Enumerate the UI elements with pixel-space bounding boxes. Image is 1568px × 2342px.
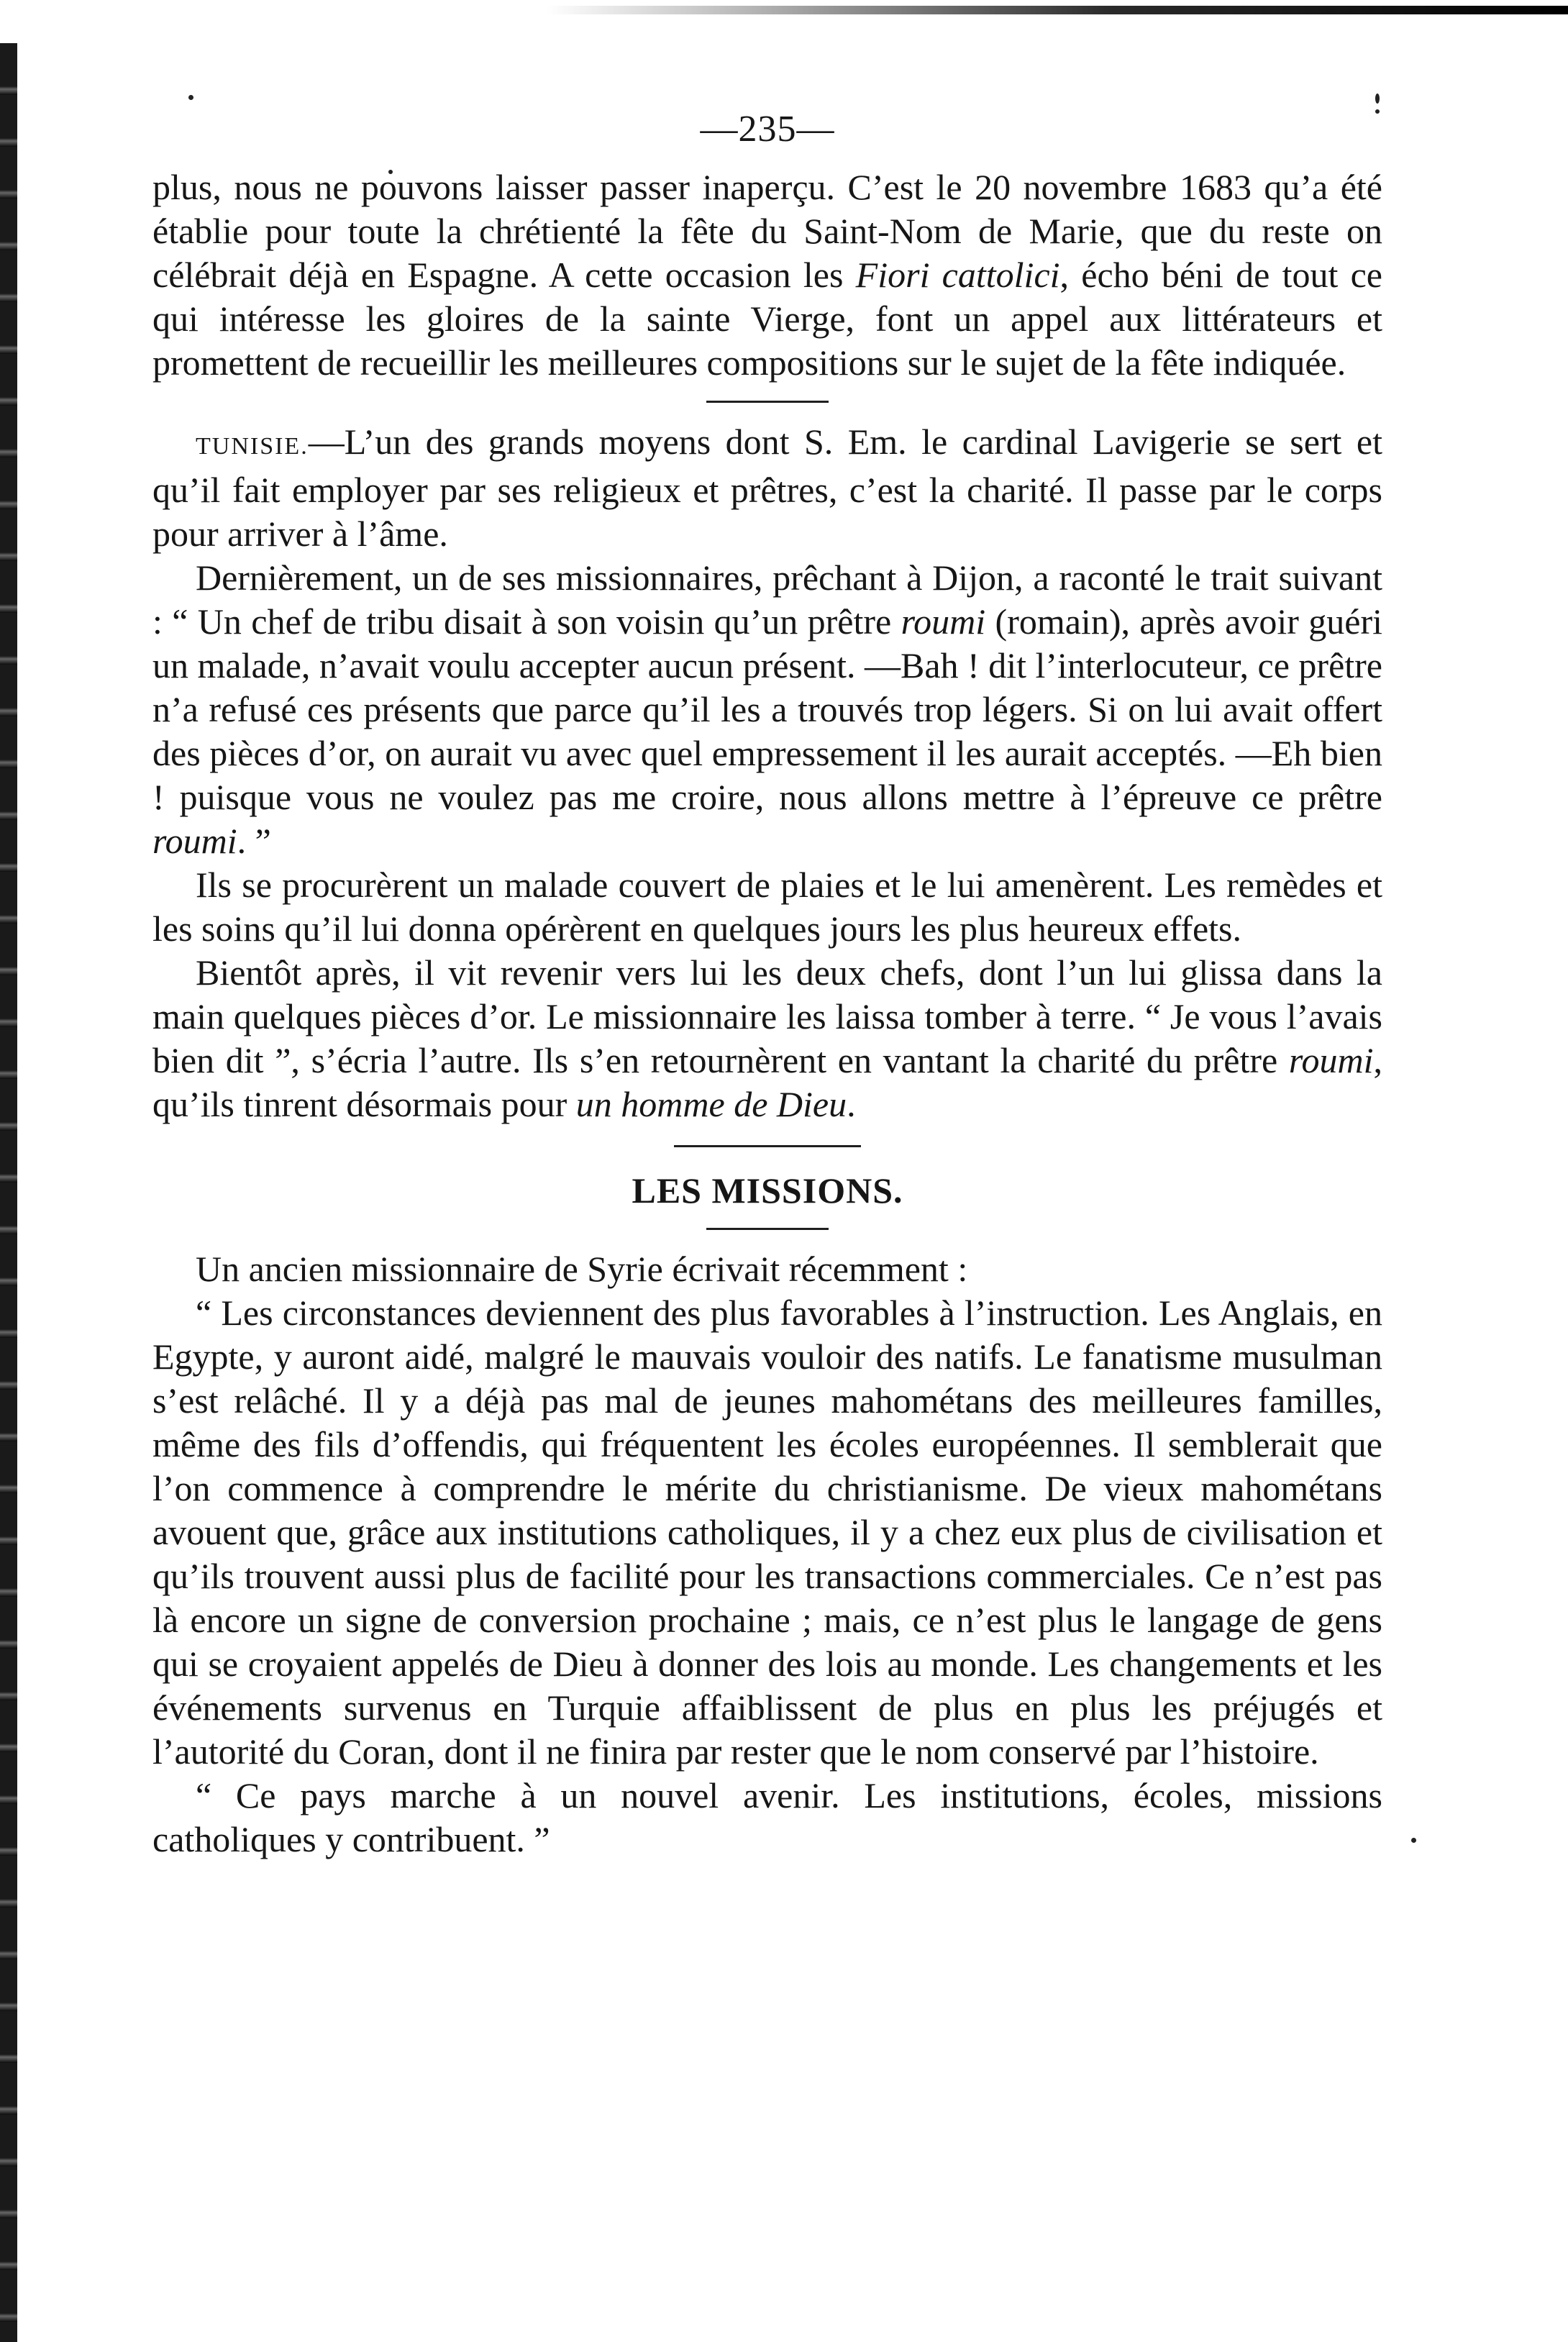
text-run: Dernièrement, un de ses missionnaires, prêchant à Dijon, a raconté le trait suivant : “ Un chef de tribu disait à son voisin qu’un prêtre	[152, 557, 1382, 642]
scan-top-rule	[547, 6, 1568, 14]
intro-paragraph	[152, 165, 1382, 385]
tunisie-paragraph-1	[152, 420, 1382, 556]
section-divider	[674, 1145, 861, 1147]
text-run: , écho béni de tout ce qui intéresse les gloires de la sainte Vierge, font un appel aux littérateurs et promettent de recueillir les meilleures compositions sur le sujet de la fête indiquée.	[152, 255, 1382, 383]
text-run: (romain), après avoir guéri un malade, n’avait voulu accepter aucun présent. —Bah ! dit l’interlocuteur, ce prêtre n’a refusé ces présents que parce qu’il les a trouvés trop légers. Si on lui avait offert des pièces d’or, on aurait vu avec quel empressement il les aurait acceptés. —Eh bien ! puisque vous ne voulez pas me croire, nous allons mettre à l’épreuve ce prêtre	[152, 601, 1382, 817]
section-label: TUNISIE.	[196, 433, 309, 460]
scan-speck	[1375, 94, 1380, 104]
missions-paragraph-2: “ Les circonstances deviennent des plus favorables à l’instruction. Les Anglais, en Egypte, y auront aidé, malgré le mauvais vouloir des natifs. Le fanatisme musulman s’est relâché. Il y a déjà pas mal de jeunes mahométans des meilleures familles, même des fils d’offendis, qui fréquentent les écoles européennes. Il semblerait que l’on commence à comprendre le mérite du christianisme. De vieux mahométans avouent que, grâce aux institutions catholiques, il y a chez eux plus de civilisation et qu’ils trouvent aussi plus de facilité pour les transactions commerciales. Ce n’est pas là encore un signe de conversion prochaine ; mais, ce n’est plus le langage de gens qui se croyaient appelés de Dieu à donner des lois au monde. Les changements et les événements survenus en Turquie affaiblissent de plus en plus les préjugés et l’autorité du Coran, dont il ne finira par rester que le nom conservé par l’histoire.	[152, 1293, 1382, 1772]
scan-speck	[1411, 1838, 1416, 1843]
italic-word: roumi	[1288, 1040, 1374, 1080]
italic-word: roumi	[152, 821, 237, 861]
text-run: . ”	[237, 821, 271, 861]
text-run: , qu’ils tinrent désormais pour	[152, 1040, 1382, 1124]
text-run: Bientôt après, il vit revenir vers lui les deux chefs, dont l’un lui glissa dans la main quelques pièces d’or. Le missionnaire les laissa tomber à terre. “ Je vous l’avais bien dit ”, s’écria l’autre. Ils s’en retournèrent en vantant la charité du prêtre	[152, 952, 1382, 1080]
italic-word: roumi	[901, 601, 986, 642]
scan-speck	[188, 95, 193, 100]
missions-paragraph-3: “ Ce pays marche à un nouvel avenir. Les institutions, écoles, missions catholiques y contribuent. ”	[152, 1775, 1382, 1859]
text-run: .	[847, 1084, 856, 1124]
italic-title: Fiori cattolici	[855, 255, 1060, 295]
section-divider	[706, 401, 829, 403]
section-title-missions: LES MISSIONS.	[632, 1170, 903, 1211]
italic-phrase: un homme de Dieu	[575, 1084, 847, 1124]
tunisie-paragraph-2	[152, 556, 1382, 863]
text-run: plus, nous ne pouvons laisser passer inaperçu. C’est le 20 novembre 1683 qu’a été établie pour toute la chrétienté la fête du Saint-Nom de Marie, que du reste on célébrait déjà en Espagne. A cette occasion les	[152, 167, 1382, 295]
document-page	[152, 108, 1382, 1862]
section-divider	[706, 1228, 829, 1230]
scan-binding-edge	[0, 43, 17, 2342]
missions-paragraph-1: Un ancien missionnaire de Syrie écrivait récemment :	[196, 1249, 968, 1289]
page-number: —235—	[700, 109, 835, 150]
tunisie-paragraph-3: Ils se procurèrent un malade couvert de plaies et le lui amenèrent. Les remèdes et les soins qu’il lui donna opérèrent en quelques jours les plus heureux effets.	[152, 865, 1382, 949]
tunisie-paragraph-4	[152, 951, 1382, 1126]
text-run: —L’un des grands moyens dont S. Em. le cardinal Lavigerie se sert et qu’il fait employer par ses religieux et prêtres, c’est la charité. Il passe par le corps pour arriver à l’âme.	[152, 422, 1382, 554]
